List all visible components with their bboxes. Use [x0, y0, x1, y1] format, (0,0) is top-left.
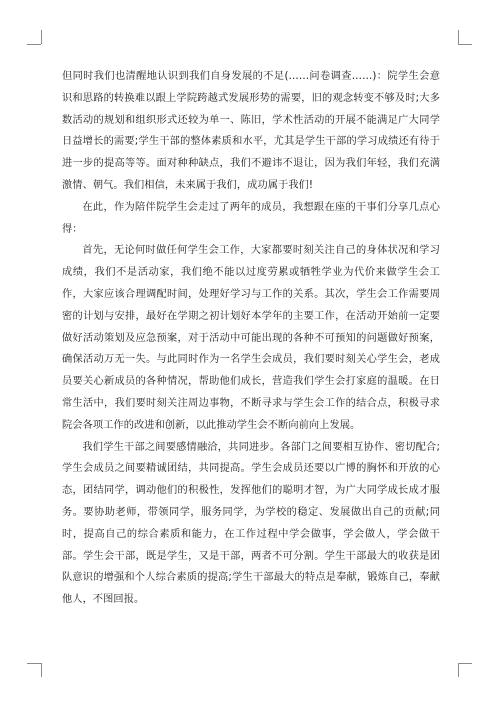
crop-mark-top-left-v — [41, 30, 42, 44]
crop-mark-bottom-left-h — [27, 663, 41, 664]
crop-mark-bottom-left-v — [41, 663, 42, 677]
crop-mark-top-right-h — [458, 44, 472, 45]
paragraph-teamwork: 我们学生干部之间要感情融洽，共同进步。各部门之间要相互协作、密切配合;学生会成员之间要精诚团结，共同提高。学生会成员还要以广博的胸怀和开放的心态，团结同学，调动他们的积极性，发挥他们的聪明才智，为广大同学成长成才服务。要协助老师，带领同学，服务同学，为学校的稳定、发展做出自己的贡献;同时，提高自己的综合素质和能力，在工作过程中学会做事，学会做人，学会做干部。学生会干部，既是学生，又是干部，两者不可分割。学生干部最大的收获是团队意识的增强和个人综合素质的提高;学生干部最大的特点是奉献，锻炼自己，奉献他人，不图回报。 — [62, 441, 440, 606]
crop-mark-bottom-right-v — [458, 663, 459, 677]
crop-mark-top-left-h — [27, 44, 41, 45]
document-body — [62, 66, 440, 611]
paragraph-shortcomings: 但同时我们也清醒地认识到我们自身发展的不足(……问卷调查……)：院学生会意识和思路的转换难以跟上学院跨越式发展形势的需要，旧的观念转变不够及时;大多数活动的规划和组织形式还较为单一、陈旧，学术性活动的开展不能满足广大同学日益增长的需要;学生干部的整体素质和水平，尤其是学生干部的学习成绩还有待于进一步的提高等等。面对种种缺点，我们不避讳不退让，因为我们年轻，我们充满激情、朝气。我们相信，未来属于我们，成功属于我们! — [62, 71, 440, 191]
crop-mark-top-right-v — [458, 30, 459, 44]
crop-mark-bottom-right-h — [458, 663, 472, 664]
paragraph-advice: 首先，无论何时做任何学生会工作，大家都要时刻关注自己的身体状况和学习成绩，我们不是活动家，我们绝不能以过度劳累或牺牲学业为代价来做学生会工作，大家应该合理调配时间，处理好学习与工作的关系。其次，学生会工作需要周密的计划与安排，最好在学期之初计划好本学年的主要工作，在活动开始前一定要做好活动策划及应急预案，对于活动中可能出现的各种不可预知的问题做好预案，确保活动万无一失。与此同时作为一名学生会成员，我们要时刻关心学生会，老成员要关心新成员的各种情况，帮助他们成长，营造我们学生会打家庭的温暖。在日常生活中，我们要时刻关注周边事物，不断寻求与学生会工作的结合点，积极寻求院会各项工作的改进和创新，以此推动学生会不断向前向上发展。 — [62, 245, 440, 431]
paragraph-intro: 在此，作为陪伴院学生会走过了两年的成员，我想跟在座的干事们分享几点心得： — [62, 201, 440, 235]
